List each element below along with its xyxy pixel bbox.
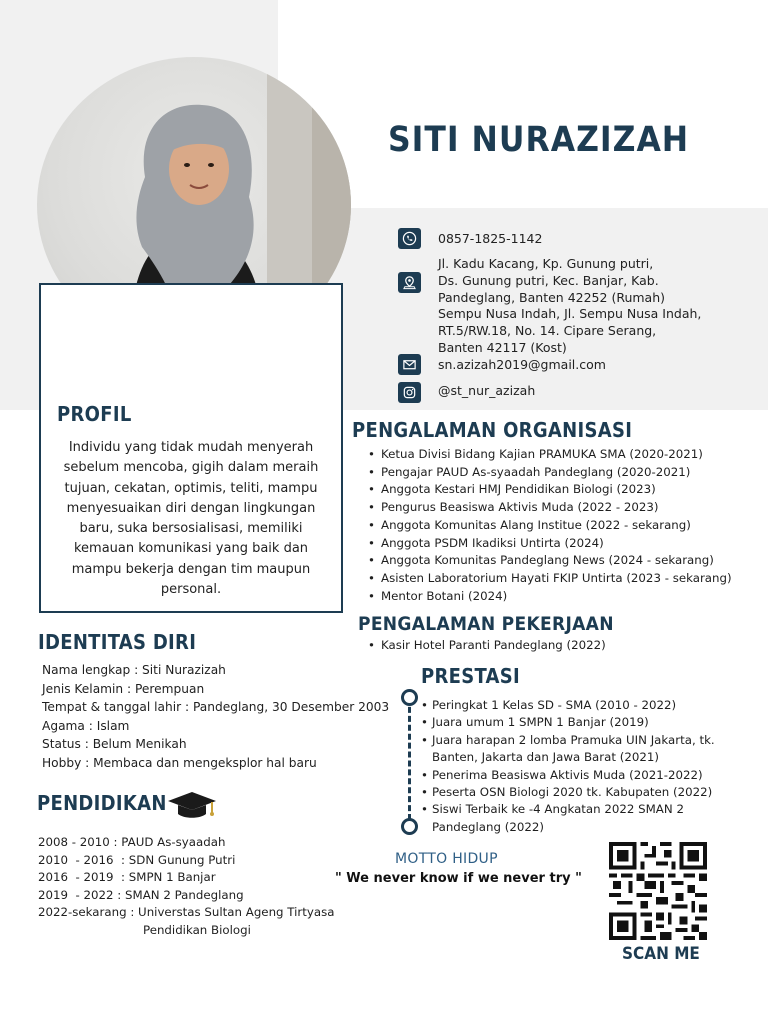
list-item: • Juara harapan 2 lomba Pramuka UIN Jakarta, tk. Banten, Jakarta dan Jawa Barat (2021) bbox=[432, 732, 732, 767]
organisasi-list bbox=[367, 446, 732, 605]
list-item: • Pengajar PAUD As-syaadah Pandeglang (2020-2021) bbox=[381, 464, 732, 482]
address-kost: Sempu Nusa Indah, Jl. Sempu Nusa Indah, RT.5/RW.18, No. 14. Cipare Serang, Banten 42117 (Kost) bbox=[438, 306, 702, 355]
list-item: • Anggota Kestari HMJ Pendidikan Biologi (2023) bbox=[381, 481, 732, 499]
list-item: • Kasir Hotel Paranti Pandeglang (2022) bbox=[381, 637, 606, 655]
identitas-item: Jenis Kelamin : Perempuan bbox=[42, 681, 205, 696]
pekerjaan-title: PENGALAMAN PEKERJAAN bbox=[358, 613, 614, 635]
list-item: • Siswi Terbaik ke -4 Angkatan 2022 SMAN 2 Pandeglang (2022) bbox=[432, 801, 732, 836]
graduation-cap-icon bbox=[166, 790, 218, 820]
motto-heading: MOTTO HIDUP bbox=[395, 851, 498, 867]
identitas-title: IDENTITAS DIRI bbox=[38, 630, 197, 654]
pendidikan-list: 2008 - 2010 : PAUD As-syaadah 2010 - 2016 : SDN Gunung Putri 2016 - 2019 : SMPN 1 Banjar 2019 - 2022 : SMAN 2 Pandeglang 2022-sekarang : Universtas Sultan Ageng Tirtyasa Pendidikan Biologi bbox=[38, 835, 335, 937]
phone-icon bbox=[398, 228, 421, 249]
pendidikan-title: PENDIDIKAN bbox=[37, 791, 167, 815]
organisasi-title: PENGALAMAN ORGANISASI bbox=[352, 418, 633, 442]
identitas-list bbox=[42, 661, 389, 773]
identitas-item: Agama : Islam bbox=[42, 718, 130, 733]
list-item: • Ketua Divisi Bidang Kajian PRAMUKA SMA (2020-2021) bbox=[381, 446, 732, 464]
list-item: • Penerima Beasiswa Aktivis Muda (2021-2022) bbox=[432, 767, 732, 784]
identitas-item: Nama lengkap : Siti Nurazizah bbox=[42, 663, 226, 677]
person-name: SITI NURAZIZAH bbox=[388, 120, 690, 160]
profil-text: Individu yang tidak mudah menyerah sebelum mencoba, gigih dalam meraih tujuan, cekatan, optimis, teliti, mampu menyesuaikan diri dengan lingkungan baru, suka bersosialisasi, memiliki kemauan komunikasi yang baik dan mampu bekerja dengan tim maupun personal. bbox=[63, 440, 319, 598]
address-home: Jl. Kadu Kacang, Kp. Gunung putri, Ds. Gunung putri, Kec. Banjar, Kab. Pandeglang, Banten 42252 (Rumah) bbox=[438, 256, 665, 305]
instagram-handle: @st_nur_azizah bbox=[438, 383, 536, 398]
prestasi-title: PRESTASI bbox=[421, 664, 520, 688]
envelope-icon bbox=[398, 354, 421, 375]
list-item: • Mentor Botani (2024) bbox=[381, 588, 732, 606]
instagram-icon bbox=[398, 382, 421, 403]
scan-me-caption: SCAN ME bbox=[622, 944, 700, 964]
identitas-item: Tempat & tanggal lahir : Pandeglang, 30 Desember 2003 bbox=[42, 700, 390, 715]
list-item: • Anggota Komunitas Alang Institue (2022 - sekarang) bbox=[381, 517, 732, 535]
pekerjaan-list bbox=[367, 637, 606, 655]
list-item: • Pengurus Beasiswa Aktivis Muda (2022 - 2023) bbox=[381, 499, 732, 517]
timeline-dot-top bbox=[401, 689, 418, 706]
list-item: • Peserta OSN Biologi 2020 tk. Kabupaten (2022) bbox=[432, 784, 732, 801]
list-item: • Peringkat 1 Kelas SD - SMA (2010 - 2022) bbox=[432, 697, 732, 714]
motto-quote: " We never know if we never try " bbox=[335, 871, 582, 886]
identitas-item: Hobby : Membaca dan mengeksplor hal baru bbox=[42, 755, 317, 770]
profil-title: PROFIL bbox=[57, 402, 132, 426]
phone-number: 0857-1825-1142 bbox=[438, 231, 543, 246]
prestasi-list bbox=[421, 697, 732, 836]
identitas-item: Status : Belum Menikah bbox=[42, 737, 187, 752]
timeline-dot-bottom bbox=[401, 818, 418, 835]
list-item: • Juara umum 1 SMPN 1 Banjar (2019) bbox=[432, 714, 732, 731]
email-address: sn.azizah2019@gmail.com bbox=[438, 357, 606, 372]
timeline-line bbox=[408, 698, 411, 820]
list-item: • Anggota Komunitas Pandeglang News (2024 - sekarang) bbox=[381, 552, 732, 570]
list-item: • Asisten Laboratorium Hayati FKIP Untirta (2023 - sekarang) bbox=[381, 570, 732, 588]
location-pin-icon bbox=[398, 272, 421, 293]
list-item: • Anggota PSDM Ikadiksi Untirta (2024) bbox=[381, 535, 732, 553]
qr-code[interactable] bbox=[609, 842, 707, 940]
